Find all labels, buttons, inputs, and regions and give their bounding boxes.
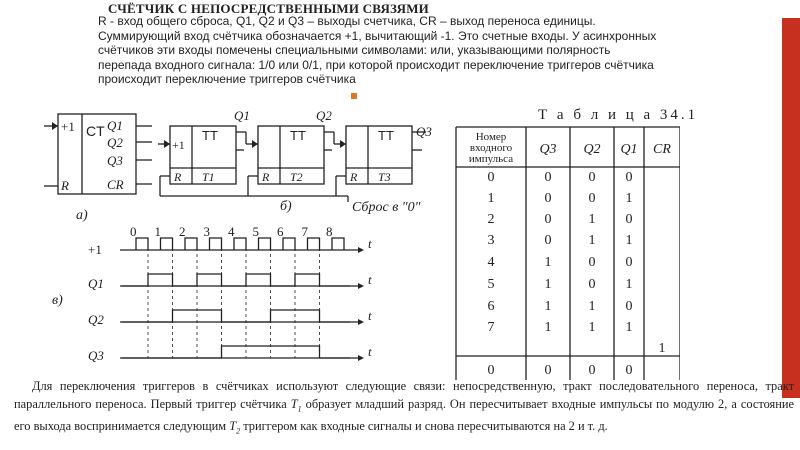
time-label: t	[368, 308, 372, 323]
table-cell: 2	[487, 212, 495, 227]
table-cell: 0	[588, 363, 596, 378]
body-paragraph	[14, 378, 794, 440]
input-pulse	[332, 238, 344, 250]
intro-line: происходит переключение триггеров счётчика	[98, 72, 356, 87]
table-header-cell: Q3	[539, 142, 557, 157]
table-cell: 3	[487, 233, 495, 248]
input-pulse	[259, 238, 271, 250]
q2-waveform	[122, 310, 350, 322]
ct-r: R	[61, 178, 69, 193]
table-cell: 1	[625, 320, 633, 335]
input-pulse	[234, 238, 246, 250]
ct-q1: Q1	[107, 118, 123, 133]
input-pulse	[136, 238, 148, 250]
axis-arrow-icon	[358, 319, 364, 325]
symbol-t1: $T_1$	[290, 396, 302, 414]
axis-arrow-icon	[358, 355, 364, 361]
time-label: t	[368, 272, 372, 287]
counter-figure	[30, 98, 680, 380]
table-header-cell: CR	[653, 142, 671, 157]
tt-q2: Q2	[316, 108, 332, 123]
table-cell: 0	[544, 191, 552, 206]
time-label: t	[368, 344, 372, 359]
tt3-name: T3	[378, 170, 391, 184]
tt-chain	[158, 108, 432, 215]
table-cell: 1	[544, 255, 552, 270]
table-header-cell: Q1	[620, 142, 638, 157]
axis-arrow-icon	[358, 247, 364, 253]
table-cell: 0	[588, 191, 596, 206]
pulse-number: 6	[277, 224, 284, 239]
table-header-number: импульса	[468, 153, 514, 165]
table-cell: 0	[544, 363, 552, 378]
timing-label-c: в)	[52, 293, 63, 308]
table-cell: 0	[544, 233, 552, 248]
timing-q2-label: Q2	[88, 312, 104, 327]
table-cell: 0	[487, 363, 495, 378]
intro-line: Суммирующий вход счётчика обозначается +1, вычитающий -1. Это счетные входы. У асинхронных	[98, 28, 657, 43]
body-text-a: Для переключения триггеров в счётчиках используют следующие связи: непосредственную, тракт последовательного переноса, тракт параллельного переноса. Первый триггер счётчика	[14, 379, 794, 411]
table-cell: 1	[487, 191, 495, 206]
pulse-number: 8	[326, 224, 333, 239]
timing-q3-label: Q3	[88, 348, 104, 363]
input-pulse	[283, 238, 295, 250]
table-cell: 6	[487, 299, 495, 314]
tt3-label: TT	[378, 128, 394, 143]
body-text-b: образует младший разряд. Он пересчитывает входные импульсы по модулю 2, а состояние его выхода воспринимается следующим	[14, 396, 794, 433]
pulse-number: 7	[301, 224, 308, 239]
q3-waveform	[122, 346, 350, 358]
tt-q1: Q1	[234, 108, 250, 123]
intro-line: R - вход общего сброса, Q1, Q2 и Q3 – выходы счетчика, CR – выход переноса единицы.	[98, 14, 596, 28]
symbol-t2: $T_2$	[229, 418, 241, 436]
table-cell: 0	[625, 299, 633, 314]
table-cell: 0	[625, 363, 633, 378]
intro-text	[98, 14, 798, 87]
label-a: а)	[76, 208, 88, 223]
body-text-c: триггером как входные сигналы и снова пересчитываются на 2 и т. д.	[240, 418, 608, 433]
tt3-r: R	[350, 170, 358, 184]
table-cell: 1	[544, 320, 552, 335]
q1-waveform	[122, 274, 350, 286]
table-cell: 4	[487, 255, 495, 270]
slide-title: СЧЁТЧИК С НЕПОСРЕДСТВЕННЫМИ СВЯЗЯМИ	[108, 1, 429, 16]
table-cell: 1	[588, 299, 596, 314]
table-header-number: Номер	[475, 131, 507, 143]
table-cell: 5	[487, 277, 495, 292]
table-cell: 0	[544, 212, 552, 227]
table-cell: 0	[487, 170, 495, 185]
pulse-number: 0	[130, 224, 137, 239]
table-cell: 1	[658, 341, 666, 356]
time-label: t	[368, 236, 372, 251]
tt2-label: TT	[290, 128, 306, 143]
ct-q2: Q2	[107, 135, 123, 150]
pulse-number: 4	[228, 224, 235, 239]
table-title: Т а б л и ц а 34.1	[538, 107, 699, 123]
truth-table	[456, 127, 680, 380]
table-cell: 0	[625, 212, 633, 227]
table-cell: 1	[544, 277, 552, 292]
figure-svg	[30, 98, 680, 380]
table-cell: 0	[588, 255, 596, 270]
ct-cr: CR	[107, 177, 124, 192]
pulse-number: 3	[203, 224, 210, 239]
table-cell: 1	[544, 299, 552, 314]
input-pulse	[210, 238, 222, 250]
table-cell: 1	[625, 277, 633, 292]
tt2-name: T2	[290, 170, 303, 184]
table-cell: 1	[588, 320, 596, 335]
timing-q1-label: Q1	[88, 276, 104, 291]
table-header-number: входного	[469, 142, 513, 154]
table-cell: 1	[625, 233, 633, 248]
table-cell: 1	[588, 233, 596, 248]
tt-q3: Q3	[416, 124, 432, 139]
input-pulse	[161, 238, 173, 250]
input-pulse	[308, 238, 320, 250]
table-cell: 1	[588, 212, 596, 227]
table-cell: 0	[625, 170, 633, 185]
axis-arrow-icon	[358, 283, 364, 289]
tt-plus1: +1	[172, 138, 185, 152]
table-cell: 7	[487, 320, 495, 335]
tt2-r: R	[262, 170, 270, 184]
tt1-label: TT	[202, 128, 218, 143]
input-pulse	[185, 238, 197, 250]
table-cell: 0	[588, 277, 596, 292]
timing-diagram	[52, 224, 372, 363]
table-header-cell: Q2	[583, 142, 601, 157]
table-cell: 0	[544, 170, 552, 185]
timing-input-label: +1	[88, 242, 102, 257]
label-b: б)	[280, 199, 292, 214]
table-cell: 0	[588, 170, 596, 185]
tt1-name: T1	[202, 170, 215, 184]
pulse-number: 5	[252, 224, 259, 239]
ct-plus1: +1	[61, 119, 75, 134]
table-cell: 1	[625, 191, 633, 206]
ct-symbol	[44, 114, 152, 223]
tt1-r: R	[174, 170, 182, 184]
intro-line: перепада входного сигнала: 1/0 или 0/1, при которой происходит переключение триггеров счётчика	[98, 57, 654, 72]
pulse-number: 1	[154, 224, 161, 239]
pulse-number: 2	[179, 224, 186, 239]
intro-line: счётчиков эти входы помечены специальными символами: или, указывающими полярность	[98, 43, 611, 58]
table-cell: 0	[625, 255, 633, 270]
ct-label: CT	[86, 123, 105, 139]
reset-label: Сброс в "0"	[352, 200, 421, 215]
ct-q3: Q3	[107, 153, 123, 168]
